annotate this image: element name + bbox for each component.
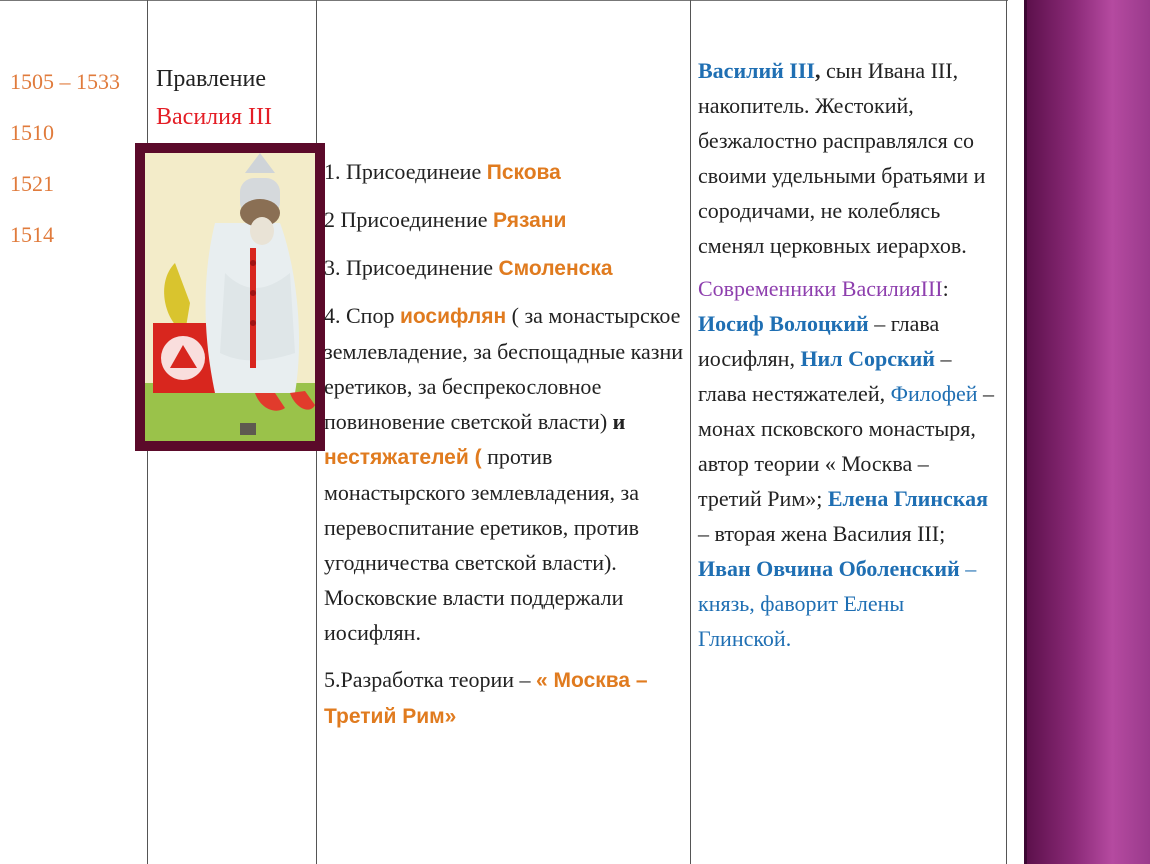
vasily-iii-portrait	[145, 153, 315, 441]
person-text: – глава нестяжателей,	[698, 346, 952, 406]
column-divider	[690, 0, 691, 864]
person-name: Иосиф Волоцкий	[698, 311, 869, 336]
reign-column	[156, 60, 316, 136]
event-highlight: Рязани	[493, 209, 567, 232]
person-name: Филофей	[890, 381, 978, 406]
date-item: 1505 – 1533	[10, 69, 120, 94]
event-highlight: иосифлян	[399, 305, 507, 328]
person-name: Нил Сорский	[800, 346, 935, 371]
event-text: 1. Присоединеие	[324, 159, 487, 184]
comma: ,	[815, 58, 821, 83]
person-text: – монах псковского монастыря, автор теории « Москва – третий Рим»;	[698, 381, 995, 511]
event-item	[324, 250, 686, 286]
contemporaries-title: Современники ВасилияIII	[698, 276, 943, 301]
column-divider	[1006, 0, 1007, 864]
event-item	[324, 298, 686, 650]
event-text: 4. Спор	[324, 303, 400, 328]
decorative-sidebar-edge	[1024, 0, 1027, 864]
event-item	[324, 154, 686, 190]
event-highlight: Пскова	[486, 161, 561, 184]
person-name: Елена Глинская	[827, 486, 989, 511]
event-highlight: нестяжателей (	[324, 446, 482, 469]
table-top-border	[0, 0, 1008, 1]
event-text: 3. Присоединение	[324, 255, 499, 280]
event-highlight: « Москва – Третий Рим»	[324, 669, 648, 728]
event-text: ( за монастырское землевладение, за беспощадные казни еретиков, за беспрекословное повиновение светской власти)	[324, 303, 684, 434]
decorative-sidebar	[1024, 0, 1150, 864]
ruler-description	[698, 53, 998, 263]
event-conjunction: и	[612, 409, 626, 434]
event-item	[324, 202, 686, 238]
person-text: – князь, фаворит Елены Глинской.	[698, 556, 977, 651]
person-text: – вторая жена Василия III;	[698, 521, 946, 546]
person-name: Иван Овчина Оболенский	[698, 556, 960, 581]
colon: :	[942, 276, 949, 301]
event-text: 2 Присоединение	[324, 207, 493, 232]
description-text: сын Ивана III, накопитель. Жестокий, безжалостно расправлялся со своими удельными братьями и сородичами, не колеблясь сменял церковных иерархов.	[698, 58, 986, 258]
info-column	[698, 53, 998, 664]
event-text: против монастырского землевладения, за перевоспитание еретиков, против угодничества светской власти). Московские власти поддержали иосифлян.	[324, 444, 639, 645]
ruler-name: Василия III	[156, 104, 272, 130]
date-item: 1510	[10, 120, 54, 145]
event-text: 5.Разработка теории –	[324, 667, 537, 692]
date-item: 1514	[10, 222, 54, 247]
events-column	[324, 154, 686, 746]
ruler-name-highlight: Василий III	[698, 58, 815, 83]
contemporaries	[698, 271, 998, 656]
event-highlight: Смоленска	[498, 257, 613, 280]
reign-label: Правление	[156, 66, 266, 92]
slide-margin	[1008, 0, 1024, 864]
portrait-frame	[135, 143, 325, 451]
dates-column	[10, 56, 144, 260]
event-item	[324, 662, 686, 734]
person-text: – глава иосифлян,	[698, 311, 940, 371]
date-item: 1521	[10, 171, 54, 196]
